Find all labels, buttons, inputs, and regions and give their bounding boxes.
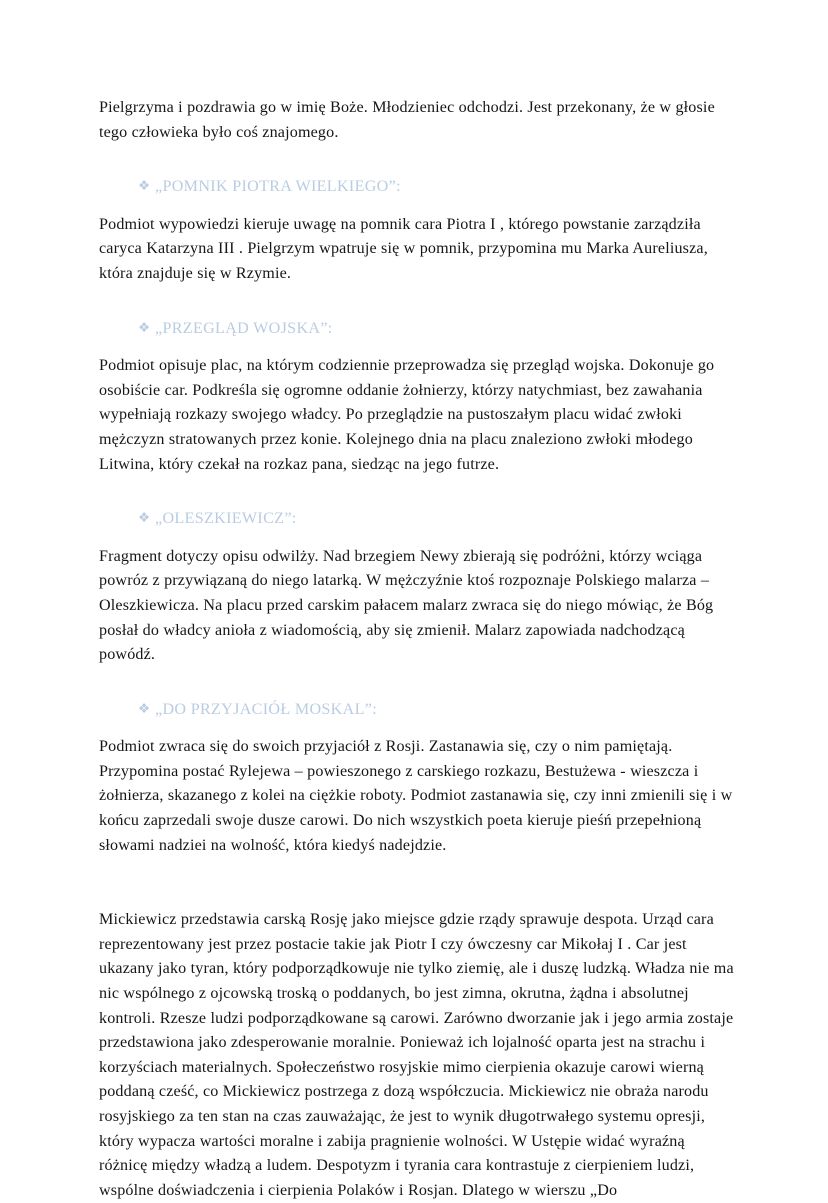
- diamond-bullet-icon: ❖: [138, 319, 151, 336]
- section-heading-label: „OLESZKIEWICZ”:: [155, 510, 297, 528]
- section-heading-label: „POMNIK PIOTRA WIELKIEGO”:: [155, 178, 401, 196]
- section-heading-do-przyjaciol-moskal: [99, 698, 734, 723]
- section-paragraph-pomnik-piotra-wielkiego: Podmiot wypowiedzi kieruje uwagę na pomnik cara Piotra I , którego powstanie zarządziła caryca Katarzyna III . Pielgrzym wpatruje się w pomnik, przypomina mu Marka Aureliusza, która znajduje się w Rzymie.: [99, 215, 708, 282]
- section-spacer: [99, 858, 734, 908]
- section-heading-oleszkiewicz: [99, 507, 734, 532]
- summary-paragraph: Mickiewicz przedstawia carską Rosję jako miejsce gdzie rządy sprawuje despota. Urząd cara reprezentowany jest przez postacie takie jak Piotr I czy ówczesny car Mikołaj I . Car jest ukazany jako tyran, który podporządkowuje nie tylko ziemię, ale i duszę ludzką. Władza nie ma nic wspólnego z ojcowską troską o poddanych, bo jest zimna, okrutna, żądna i absolutnej kontroli. Rzesze ludzi podporządkowane są carowi. Zarówno dworzanie jak i jego armia zostaje przedstawiona jako zdesperowanie moralnie. Ponieważ ich lojalność oparta jest na strachu i korzyściach materialnych. Społeczeństwo rosyjskie mimo cierpienia okazuje carowi wierną poddaną cześć, co Mickiewicz postrzega z dozą współczucia. Mickiewicz nie obraża narodu rosyjskiego za ten stan na czas zauważając, że jest to wynik długotrwałego systemu opresji, który wypacza wartości moralne i zabija pragnienie wolności. W Ustępie widać wyraźną różnicę między władzą a ludem. Despotyzm i tyrania cara kontrastuje z cierpieniem ludzi, wspólne doświadczenia i cierpienia Polaków i Rosjan. Dlatego w wierszu „Do: [99, 911, 734, 1199]
- section-paragraph-do-przyjaciol-moskal: Podmiot zwraca się do swoich przyjaciół z Rosji. Zastanawia się, czy o nim pamiętają. Przypomina postać Rylejewa – powieszonego z carskiego rozkazu, Bestużewa - wieszcza i żołnierza, skazanego z kolei na ciężkie roboty. Podmiot zastanawia się, czy inni zmienili się i w końcu zaprzedali swoje dusze carowi. Do nich wszystkich poeta kieruje pieśń przepełnioną słowami nadziei na wolność, która kiedyś nadejdzie.: [99, 738, 733, 854]
- section-paragraph-oleszkiewicz: Fragment dotyczy opisu odwilży. Nad brzegiem Newy zbierają się podróżni, którzy wciąga powróz z przywiązaną do niego latarką. W mężczyźnie ktoś rozpoznaje Polskiego malarza – Oleszkiewicza. Na placu przed carskim pałacem malarz zwraca się do niego mówiąc, że Bóg posłał do władcy anioła z wiadomością, aby się zmienił. Malarz zapowiada nadchodzącą powódź.: [99, 547, 714, 664]
- section-heading-pomnik-piotra-wielkiego: [99, 175, 734, 200]
- spacer: [99, 676, 734, 685]
- section-heading-label: „DO PRZYJACIÓŁ MOSKAL”:: [155, 700, 377, 718]
- intro-paragraph: Pielgrzyma i pozdrawia go w imię Boże. Młodzieniec odchodzi. Jest przekonany, że w głosie tego człowieka było coś znajomego.: [99, 99, 715, 141]
- section-heading-przeglad-wojska: [99, 317, 734, 342]
- spacer: [99, 485, 734, 494]
- diamond-bullet-icon: ❖: [138, 178, 151, 195]
- spacer: [99, 295, 734, 304]
- document-body: [99, 96, 734, 1203]
- diamond-bullet-icon: ❖: [138, 510, 151, 527]
- spacer: [99, 153, 734, 162]
- section-paragraph-przeglad-wojska: Podmiot opisuje plac, na którym codziennie przeprowadza się przegląd wojska. Dokonuje go osobiście car. Podkreśla się ogromne oddanie żołnierzy, którzy natychmiast, bez zawahania wypełniają rozkazy swojego władcy. Po przeglądzie na pustoszałym placu widać zwłoki mężczyzn stratowanych przez konie. Kolejnego dnia na placu znaleziono zwłoki młodego Litwina, który czekał na rozkaz pana, siedząc na jego futrze.: [99, 357, 715, 473]
- section-heading-label: „PRZEGLĄD WOJSKA”:: [155, 319, 333, 337]
- diamond-bullet-icon: ❖: [138, 700, 151, 717]
